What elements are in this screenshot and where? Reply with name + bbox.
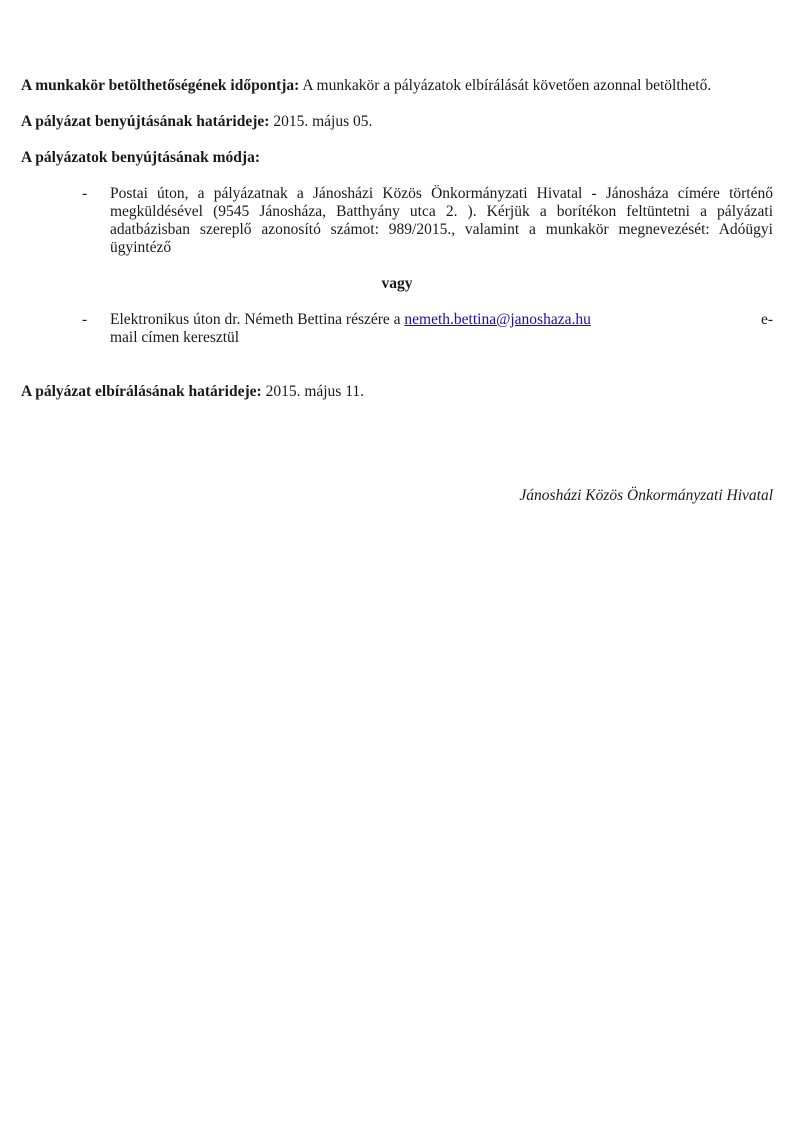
deadline-label: A pályázat benyújtásának határideje: [21,113,270,130]
email-suffix-2: mail címen keresztül [110,329,240,346]
or-separator: vagy [381,275,413,292]
document-page [21,77,773,505]
deadline-paragraph [21,113,773,131]
electronic-prefix: Elektronikus úton dr. Németh Bettina részére a [110,311,401,328]
email-suffix-1: e- [760,311,773,328]
deadline-text: 2015. május 05. [269,113,373,130]
evaluation-paragraph [21,383,773,401]
evaluation-label: A pályázat elbírálásának határideje: [21,383,262,400]
postal-submission-item [21,185,773,257]
electronic-submission-text [110,311,773,347]
evaluation-text: 2015. május 11. [261,383,365,400]
submission-heading: A pályázatok benyújtásának módja: [21,149,260,166]
signature: Jánosházi Közös Önkormányzati Hivatal [519,487,773,504]
bullet-dash: - [82,185,88,202]
fill-date-paragraph [21,77,773,95]
electronic-submission-item [21,311,773,347]
bullet-dash: - [82,311,88,328]
fill-date-label: A munkakör betölthetőségének időpontja: [21,77,300,94]
fill-date-text: A munkakör a pályázatok elbírálását követően azonnal betölthető. [299,77,712,94]
email-link[interactable]: nemeth.bettina@janoshaza.hu [404,311,591,328]
postal-submission-text: Postai úton, a pályázatnak a Jánosházi Közös Önkormányzati Hivatal - Jánosháza címére történő megküldésével (9545 Jánosháza, Batthyány utca 2. ). Kérjük a borítékon feltüntetni a pályázati adatbázisban szereplő azonosító számot: 989/2015., valamint a munkakör megnevezését: Adóügyi ügyintéző [110,185,773,256]
